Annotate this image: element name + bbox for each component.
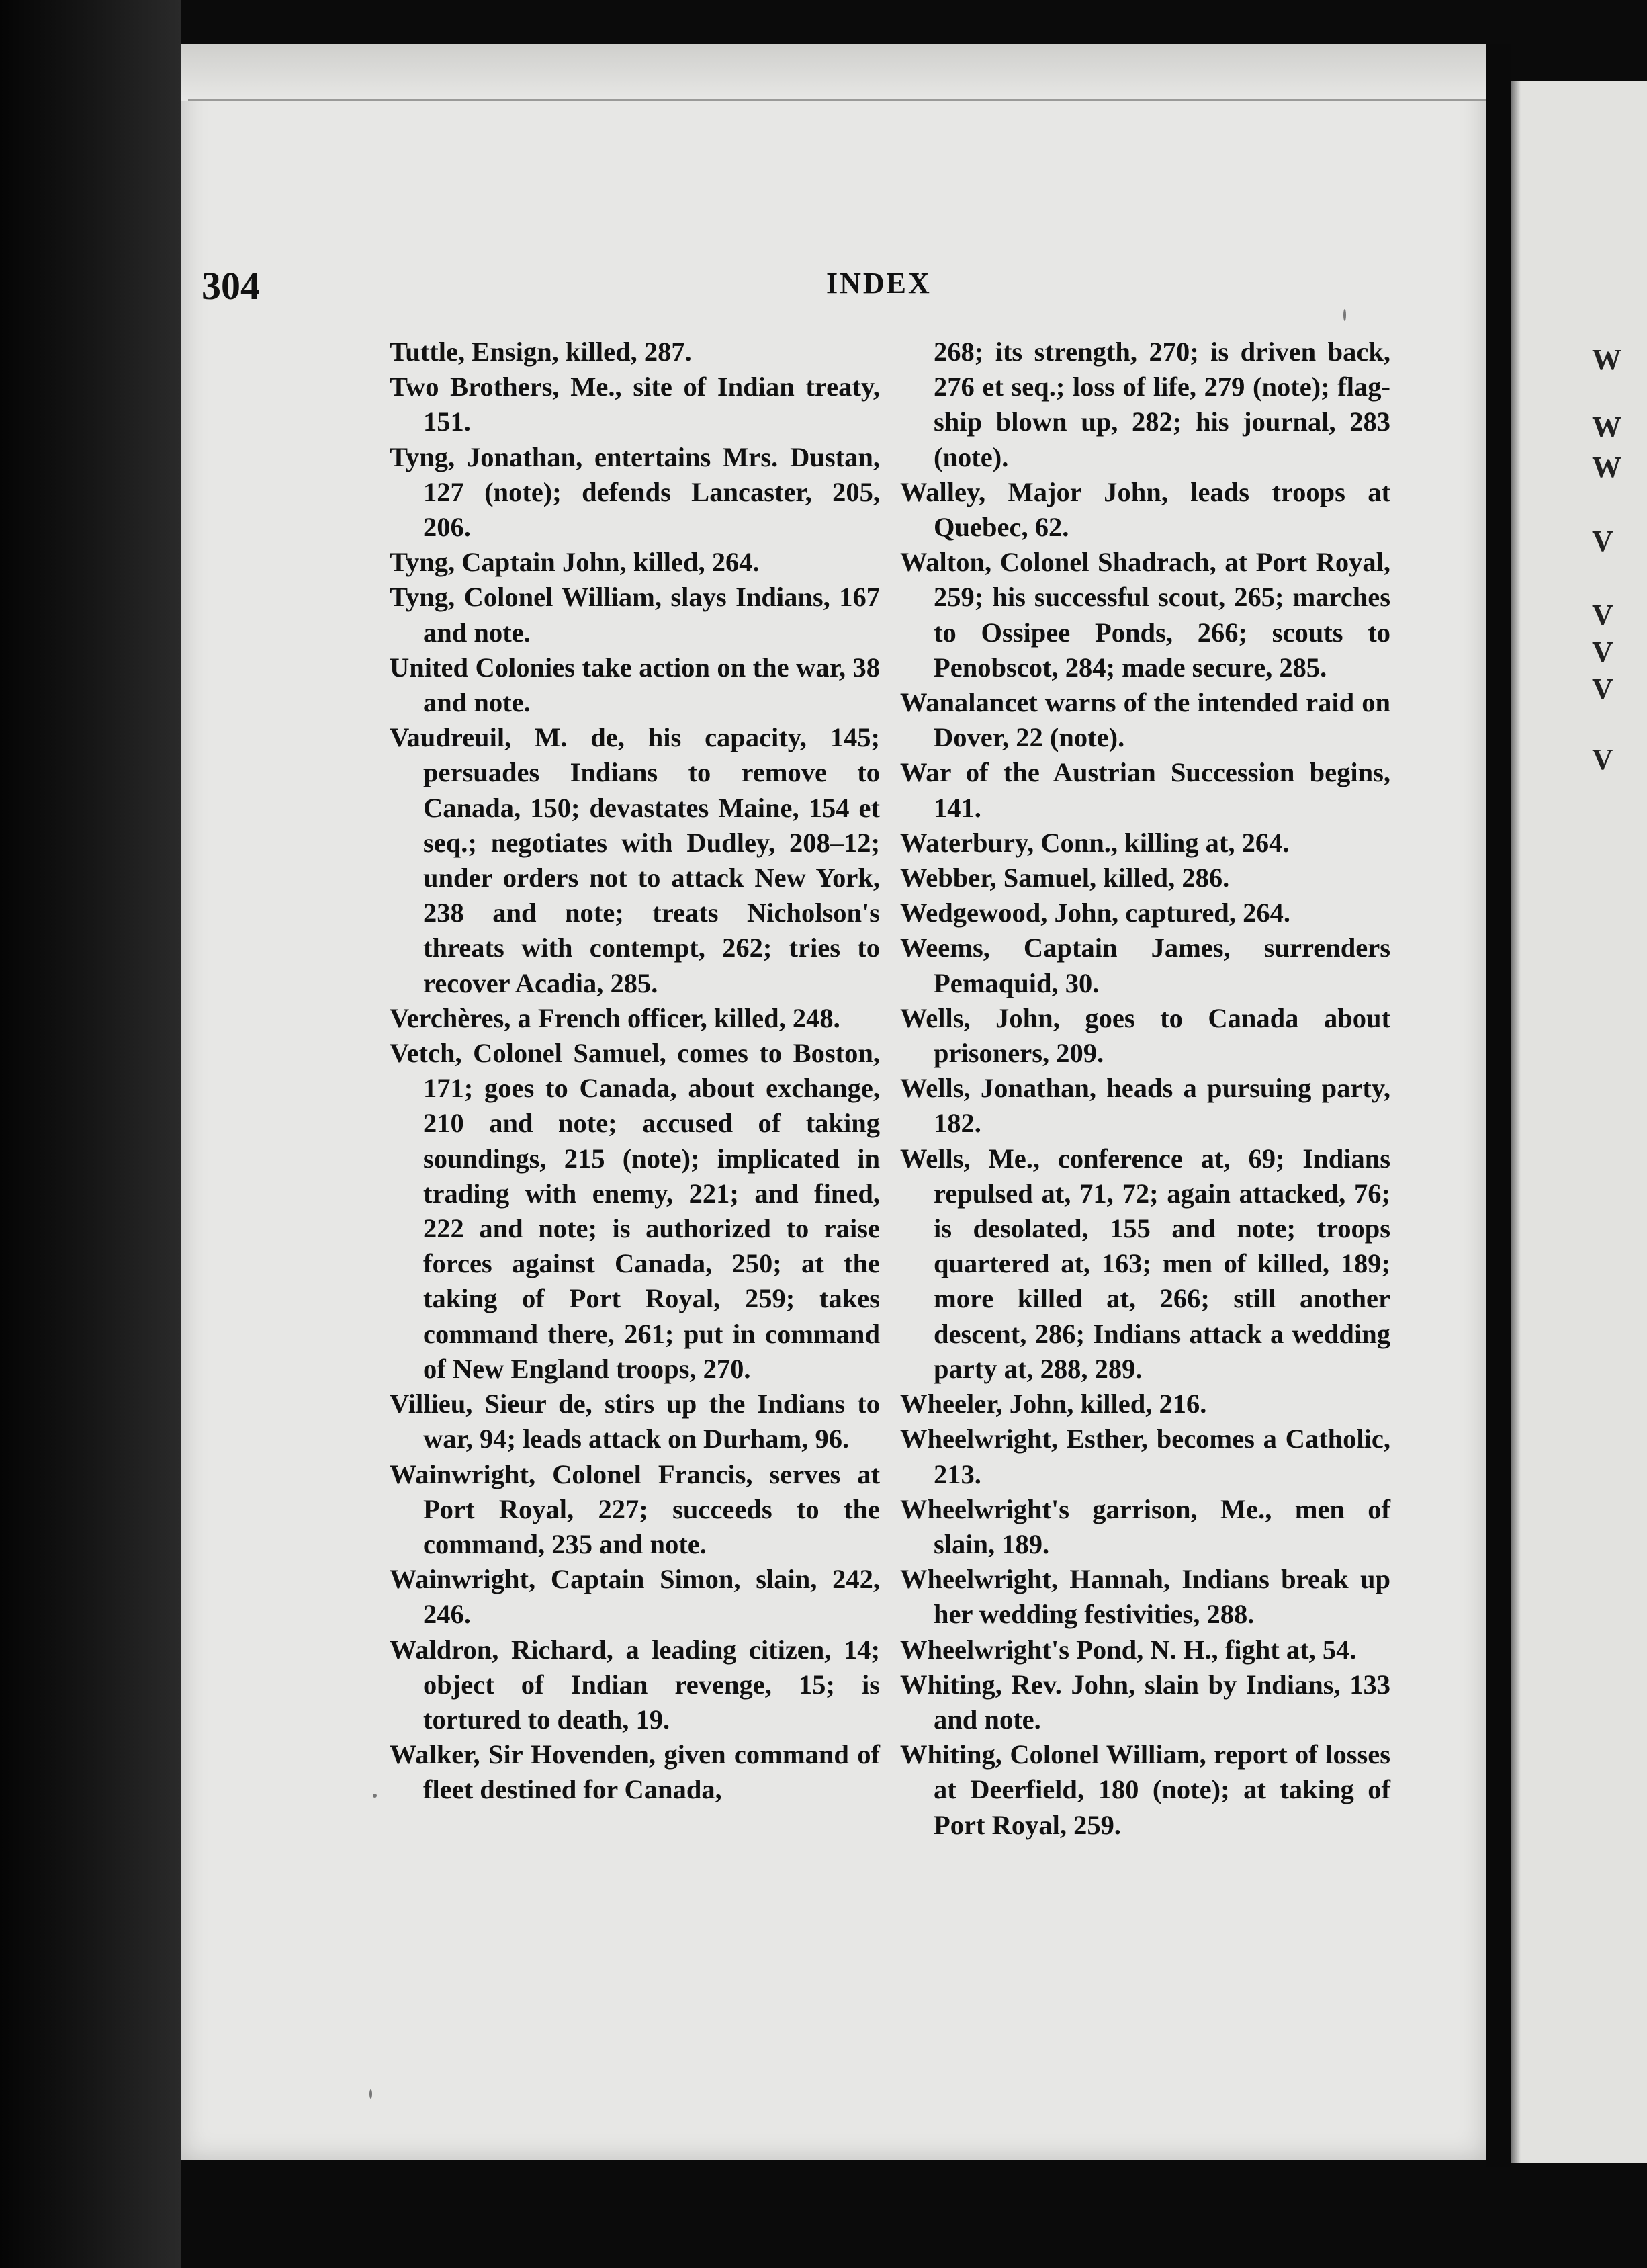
index-entry: Tuttle, Ensign, killed, 287. [390,337,692,367]
page-number: 304 [202,264,260,308]
index-column-left [390,335,880,1808]
adjacent-page-fragment: V [1592,743,1613,776]
adjacent-page-fragment: V [1592,672,1613,705]
index-entry: Waterbury, Conn., killing at, 264. [900,827,1290,858]
adjacent-page-fragment: W [1592,451,1621,484]
index-entry: Wells, John, goes to Canada about prisoners, 209. [900,1002,1390,1069]
index-column-right [900,335,1390,1843]
index-entry: Vaudreuil, M. de, his capacity, 145; persuades Indians to remove to Canada, 150; devastates Maine, 154 et seq.; negotiates with Dudley, 208–12; under orders not to attack New York, 238 and note; treats Nicholson's threats with contempt, 262; tries to recover Acadia, 285. [390,722,880,998]
index-entry: Wells, Jonathan, heads a pursuing party, 182. [900,1073,1390,1139]
index-entry: Wheelwright's Pond, N. H., fight at, 54. [900,1634,1357,1665]
index-entry: Waldron, Richard, a leading citizen, 14; object of Indian revenge, 15; is tortured to death, 19. [390,1634,880,1735]
index-entry: Wheelwright's garrison, Me., men of slain, 189. [900,1493,1390,1559]
index-entry: Wainwright, Colonel Francis, serves at Port Royal, 227; succeeds to the command, 235 and note. [390,1458,880,1559]
index-entry: Wells, Me., conference at, 69; Indians repulsed at, 71, 72; again attacked, 76; is desolated, 155 and note; troops quartered at, 163; men of killed, 189; more killed at, 266; still another descent, 286; Indians attack a wedding party at, 288, 289. [900,1143,1390,1384]
index-entry: Tyng, Jonathan, entertains Mrs. Dustan, 127 (note); defends Lancaster, 205, 206. [390,441,880,543]
index-entry: Wanalancet warns of the intended raid on Dover, 22 (note). [900,687,1390,753]
index-entry: Vetch, Colonel Samuel, comes to Boston, 171; goes to Canada, about exchange, 210 and note; accused of taking soundings, 215 (note); implicated in trading with enemy, 221; and fined, 222 and note; is authorized to raise forces against Canada, 250; at the taking of Port Royal, 259; takes command there, 261; put in command of New England troops, 270. [390,1038,880,1384]
adjacent-page-edge [1511,81,1647,2163]
page-header [202,263,1357,324]
book-gutter [1486,44,1511,2167]
page-top-shadow [181,44,1486,101]
index-entry: Villieu, Sieur de, stirs up the Indians to war, 94; leads attack on Durham, 96. [390,1389,880,1454]
adjacent-page-fragment: V [1592,599,1613,631]
index-entry: Wheelwright, Esther, becomes a Catholic, 213. [900,1424,1390,1489]
adjacent-page-fragment: V [1592,636,1613,668]
index-entry-continuation: 268; its strength, 270; is driven back, 276 et seq.; loss of life, 279 (note); flag-ship blown up, 282; his journal, 283 (note). [934,337,1390,472]
index-entry: Walker, Sir Hovenden, given command of fleet destined for Canada, [390,1739,880,1805]
index-entry: Tyng, Colonel William, slays Indians, 167 and note. [390,582,880,648]
scan-speck [369,2089,372,2099]
index-entry: Wheelwright, Hannah, Indians break up her wedding festivities, 288. [900,1564,1390,1630]
index-entry: Webber, Samuel, killed, 286. [900,863,1230,893]
adjacent-page-fragment: V [1592,525,1613,558]
index-entry: Walley, Major John, leads troops at Quebec, 62. [900,476,1390,543]
index-entry: Whiting, Rev. John, slain by Indians, 133 and note. [900,1669,1390,1735]
page-edge-line [188,99,1486,101]
scan-speck [1343,309,1346,321]
index-entry: Verchères, a French officer, killed, 248. [390,1002,840,1033]
index-entry: Weems, Captain James, surrenders Pemaquid, 30. [900,932,1390,998]
adjacent-page-fragment: W [1592,343,1621,376]
scan-speck [373,1794,377,1798]
running-head: INDEX [826,267,932,300]
index-entry: War of the Austrian Succession begins, 141. [900,757,1390,823]
index-entry: United Colonies take action on the war, 38 and note. [390,652,880,718]
index-entry: Walton, Colonel Shadrach, at Port Royal, 259; his successful scout, 265; marches to Ossipee Ponds, 266; scouts to Penobscot, 284; made secure, 285. [900,547,1390,683]
index-entry: Wainwright, Captain Simon, slain, 242, 246. [390,1564,880,1630]
index-entry: Two Brothers, Me., site of Indian treaty, 151. [390,372,880,437]
index-entry: Wheeler, John, killed, 216. [900,1389,1207,1420]
adjacent-page-fragment: W [1592,410,1621,443]
index-entry: Tyng, Captain John, killed, 264. [390,547,760,578]
index-entry: Wedgewood, John, captured, 264. [900,898,1290,928]
adjacent-page-shadow [1511,81,1521,2163]
scan-dark-margin [0,0,181,2268]
index-entry: Whiting, Colonel William, report of losses at Deerfield, 180 (note); at taking of Port Royal, 259. [900,1739,1390,1840]
